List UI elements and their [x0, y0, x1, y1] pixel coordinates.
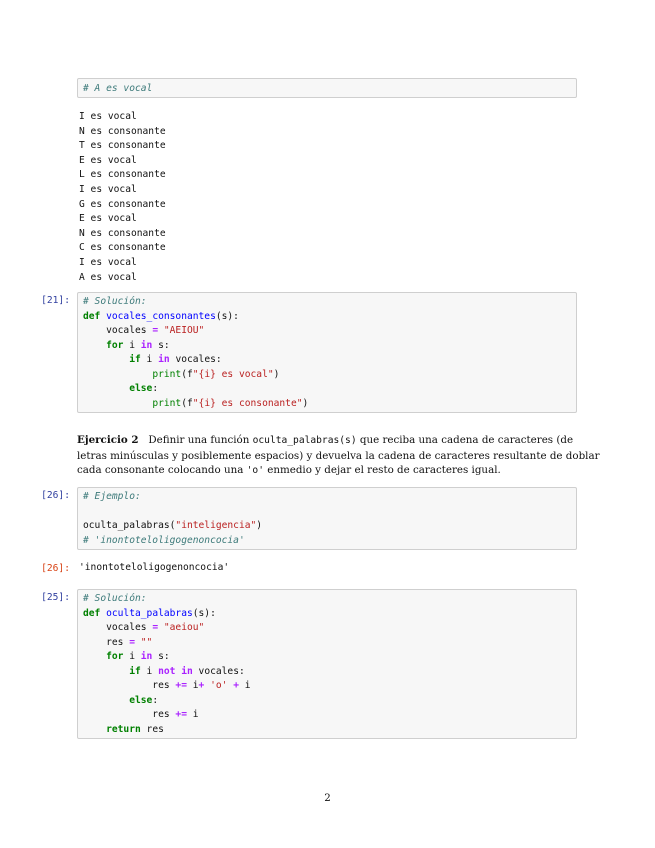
output-line: A es vocal [79, 271, 137, 283]
output-line: N es consonante [79, 125, 166, 137]
output-line: L es consonante [79, 169, 166, 181]
exercise-line: cada consonante colocando una 'o' enmedio y dejar el resto de caracteres igual. [77, 464, 501, 477]
code-line: vocales = "aeiou" [83, 622, 205, 633]
exercise-heading: Ejercicio 2 [77, 434, 139, 446]
input-prompt: [21]: [41, 295, 70, 306]
code-line: vocales = "AEIOU" [83, 325, 205, 336]
code-line: # Ejemplo: [83, 491, 141, 502]
code-line: for i in s: [106, 651, 170, 662]
code-line: oculta_palabras("inteligencia") [83, 520, 263, 531]
inline-code: oculta_palabras(s) [252, 435, 357, 446]
code-line: if i in vocales: [129, 354, 222, 365]
page-number: 2 [324, 792, 331, 804]
exercise-line: Ejercicio 2 Definir una función oculta_palabras(s) que reciba una cadena de caracteres (de [77, 434, 574, 446]
output-line: G es consonante [79, 198, 166, 210]
output-value: 'inontoteloligogenoncocia' [79, 562, 230, 573]
output-line: E es vocal [79, 213, 137, 225]
code-line: for i in s: [106, 339, 170, 351]
code-line: if i not in vocales: [129, 665, 245, 677]
input-prompt: [26]: [41, 490, 70, 501]
code-line: else: [129, 383, 159, 394]
exercise-2-statement [77, 433, 600, 479]
code-cell-26[interactable] [77, 487, 577, 550]
code-line: res += i [83, 709, 199, 720]
code-line: print(f"{i} es consonante") [152, 397, 309, 409]
output-line: T es consonante [79, 140, 166, 152]
exercise-line: letras minúsculas y posiblemente espacios) y devuelva la cadena de caracteres resultante de doblar [77, 449, 600, 462]
code-cell-25[interactable] [77, 589, 577, 739]
code-line: # A es vocal [83, 83, 153, 94]
code-line: def vocales_consonantes(s): [83, 310, 239, 322]
output-line: I es vocal [79, 111, 137, 122]
output-line: I es vocal [79, 184, 137, 195]
output-line: C es consonante [79, 242, 166, 254]
code-cell-21[interactable] [77, 292, 577, 413]
output-prompt: [26]: [41, 563, 70, 574]
code-line: else: [129, 694, 159, 706]
code-line: print(f"{i} es vocal") [152, 368, 280, 380]
input-prompt: [25]: [41, 592, 70, 603]
code-line: return res [106, 723, 164, 735]
code-cell-top[interactable] [77, 78, 577, 98]
code-line: # Solución: [83, 296, 147, 307]
code-line: res += i+ 'o' + i [83, 680, 251, 691]
code-line: # 'inontoteloligogenoncocia' [83, 534, 245, 546]
code-line: # Solución: [83, 593, 147, 604]
code-line: def oculta_palabras(s): [83, 607, 216, 619]
output-line: E es vocal [79, 154, 137, 166]
code-line: res = "" [83, 636, 153, 648]
inline-code: 'o' [246, 465, 264, 477]
output-line: I es vocal [79, 257, 137, 268]
output-line: N es consonante [79, 227, 166, 239]
